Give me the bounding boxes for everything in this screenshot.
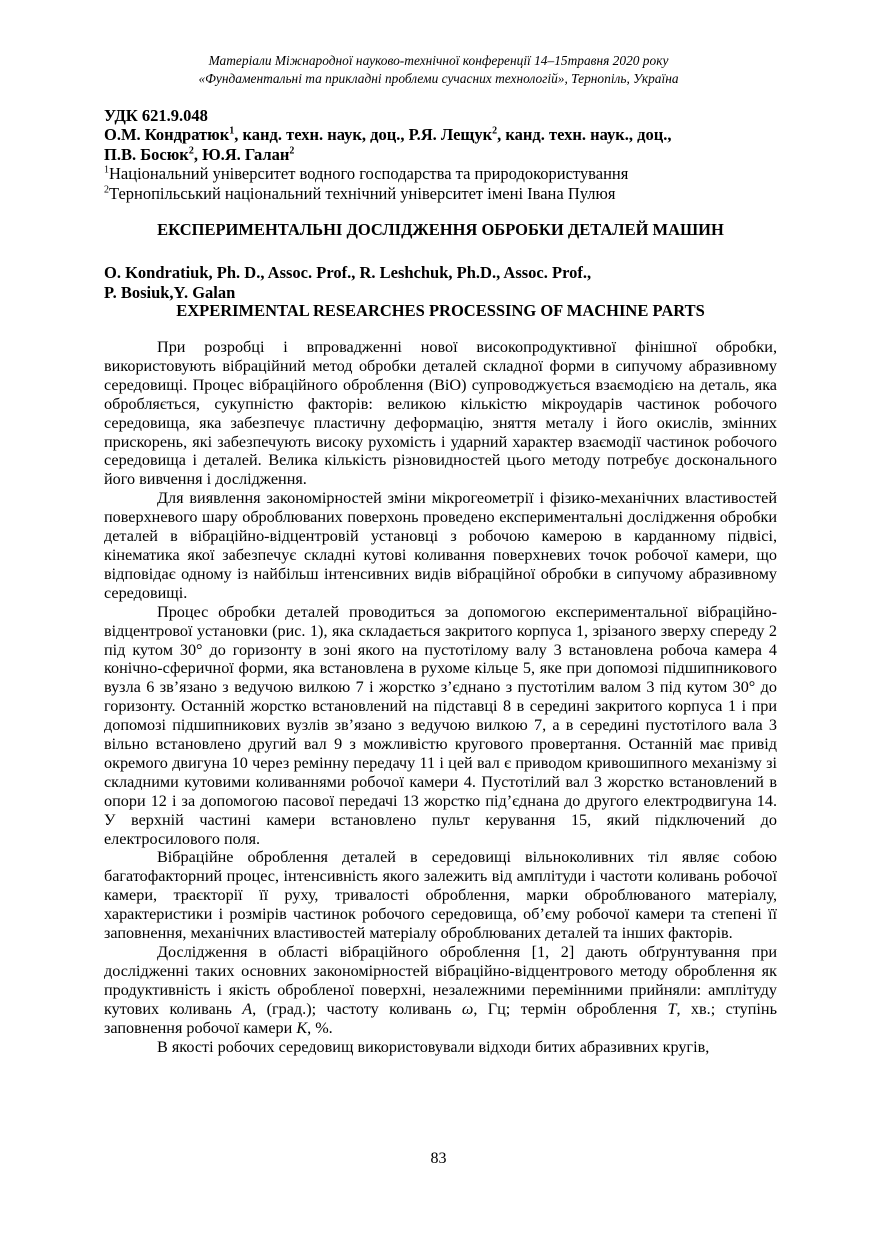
author-credentials: , канд. техн. наук, доц., bbox=[234, 125, 409, 144]
page-number: 83 bbox=[430, 1150, 447, 1167]
authors-en-line: O. Kondratiuk, Ph. D., Assoc. Prof., R. Leshchuk, Ph.D., Assoc. Prof., bbox=[104, 263, 592, 282]
paragraph: Для виявлення закономірностей зміни мікрогеометрії і фізико-механічних властивостей поверхневого шару оброблюваних поверхонь проведено експериментальні дослідження обробки деталей в вібраційно-відцентровій установці з робочою камерою в карданному підвісі, кінематика якої забезпечує складні кутові коливання поверхневих точок робочої камери, що відповідає одному із найбільш інтенсивних видів вібраційної обробки в сипучому абразивному середовищі. bbox=[104, 489, 777, 602]
paragraph-text: , (град.); частоту коливань bbox=[252, 999, 462, 1018]
conference-header bbox=[100, 52, 777, 88]
affiliation-text: Національний університет водного господарства та природокористування bbox=[109, 164, 629, 183]
affiliation-mark: 1 bbox=[229, 125, 235, 137]
paragraph-text: , %. bbox=[307, 1018, 333, 1037]
affiliation-text: Тернопільський національний технічний університет імені Івана Пулюя bbox=[109, 184, 616, 203]
authors-en-line: P. Bosiuk,Y. Galan bbox=[104, 283, 236, 302]
conference-header-line: Матеріали Міжнародної науково-технічної конференції 14–15травня 2020 року bbox=[208, 53, 669, 68]
author-credentials: , канд. техн. наук., доц., bbox=[497, 125, 672, 144]
paragraph-text: , хв.; ступінь заповнення робочої камери bbox=[104, 999, 777, 1037]
authors-en bbox=[104, 263, 777, 303]
variable-symbol: А bbox=[242, 999, 253, 1018]
paragraph-text: Дослідження в області вібраційного оброблення [1, 2] дають обґрунтування при дослідженні таких основних закономірностей вібраційно-відцентрового методу оброблення як продуктивність і якість обробленої поверхні, незалежними перемінними прийняли: амплітуду кутових коливань bbox=[104, 943, 777, 1018]
paper-title-ua: ЕКСПЕРИМЕНТАЛЬНІ ДОСЛІДЖЕННЯ ОБРОБКИ ДЕТАЛЕЙ МАШИН bbox=[157, 220, 724, 239]
affiliation-mark: 2 bbox=[188, 145, 194, 157]
body-text bbox=[104, 338, 777, 1056]
authors-ua-line bbox=[104, 145, 777, 165]
affiliation-mark: 1 bbox=[104, 164, 109, 176]
affiliations bbox=[104, 164, 777, 204]
paper-title-en: EXPERIMENTAL RESEARCHES PROCESSING OF MACHINE PARTS bbox=[176, 301, 705, 320]
paragraph: В якості робочих середовищ використовували відходи битих абразивних кругів, bbox=[157, 1037, 710, 1056]
paragraph bbox=[104, 943, 777, 1038]
conference-header-line: «Фундаментальні та прикладні проблеми сучасних технологій», Тернопіль, Україна bbox=[198, 71, 679, 86]
affiliation-mark: 2 bbox=[104, 184, 109, 196]
affiliation-mark: 2 bbox=[289, 145, 295, 157]
author-name: П.В. Босюк bbox=[104, 145, 189, 164]
author-name: Р.Я. Лещук bbox=[408, 125, 493, 144]
variable-symbol: К bbox=[296, 1018, 308, 1037]
paragraph: При розробці і впровадженні нової високопродуктивної фінішної обробки, використовують вібраційний метод обробки деталей складної форми в сипучому абразивному середовищі. Процес вібраційного оброблення (ВіО) супроводжується взаємодією на деталь, яка обробляється, сукупністю факторів: великою кількістю мікроударів частинок робочого середовища, яка забезпечує пластичну деформацію, зняття металу і його окислів, змінних прискорень, які забезпечують високу рухомість і ударний характер взаємодії частинок робочого середовища і деталей. Велика кількість різновидностей цього методу потребує досконального його вивчення і дослідження. bbox=[104, 338, 777, 489]
variable-symbol: Т bbox=[667, 999, 677, 1018]
variable-symbol: ω bbox=[461, 999, 474, 1018]
udk-code: УДК 621.9.048 bbox=[104, 106, 208, 125]
authors-ua bbox=[104, 125, 777, 165]
paragraph: Вібраційне оброблення деталей в середовищі вільноколивних тіл являє собою багатофакторний процес, інтенсивність якого залежить від амплітуди і частоти коливань робочої камери, траєкторії її руху, тривалості оброблення, марки оброблюваного матеріалу, характеристики і розмірів частинок робочого середовища, об’єму робочої камери та степені її заповнення, механічних властивостей матеріалу оброблюваних деталей та інших факторів. bbox=[104, 848, 777, 943]
affiliation-line bbox=[104, 164, 777, 184]
author-name: О.М. Кондратюк bbox=[104, 125, 230, 144]
author-separator: , bbox=[193, 145, 203, 164]
affiliation-line bbox=[104, 184, 777, 204]
paragraph: Процес обробки деталей проводиться за допомогою експериментальної вібраційно-відцентрової установки (рис. 1), яка складається закритого корпуса 1, зрізаного зверху спереду 2 під кутом 30° до горизонту в зоні якого на пустотілому валу 3 встановлена робоча камера 4 конічно-сферичної форми, яка встановлена в рухоме кільце 5, яке при допомозі підшипникового вузла 6 зв’язано з ведучою вилкою 7 і жорстко з’єднано з пустотілим валом 3 під кутом 30° до горизонту. Останній жорстко встановлений на підставці 8 в середині закритого корпуса 1 і при допомозі підшипникових вузлів зв’язано з ведучою вилкою 7, а в середині пустотілого вала 3 вільно встановлено другий вал 9 з можливістю кругового провертання. Останній має привід окремого двигуна 10 через ремінну передачу 11 і цей вал є приводом кривошипного механізму зі складними кутовими коливаннями робочої камери 4. Пустотілий вал 3 жорстко встановлений в опори 12 і за допомогою пасової передачі 13 жорстко під’єднана до другого електродвигуна 14. У верхній частині камери встановлено пульт керування 15, який підключений до електросилового поля. bbox=[104, 602, 777, 848]
affiliation-mark: 2 bbox=[492, 125, 498, 137]
authors-ua-line bbox=[104, 125, 777, 145]
paragraph-text: , Гц; термін оброблення bbox=[473, 999, 668, 1018]
author-name: Ю.Я. Галан bbox=[202, 145, 290, 164]
